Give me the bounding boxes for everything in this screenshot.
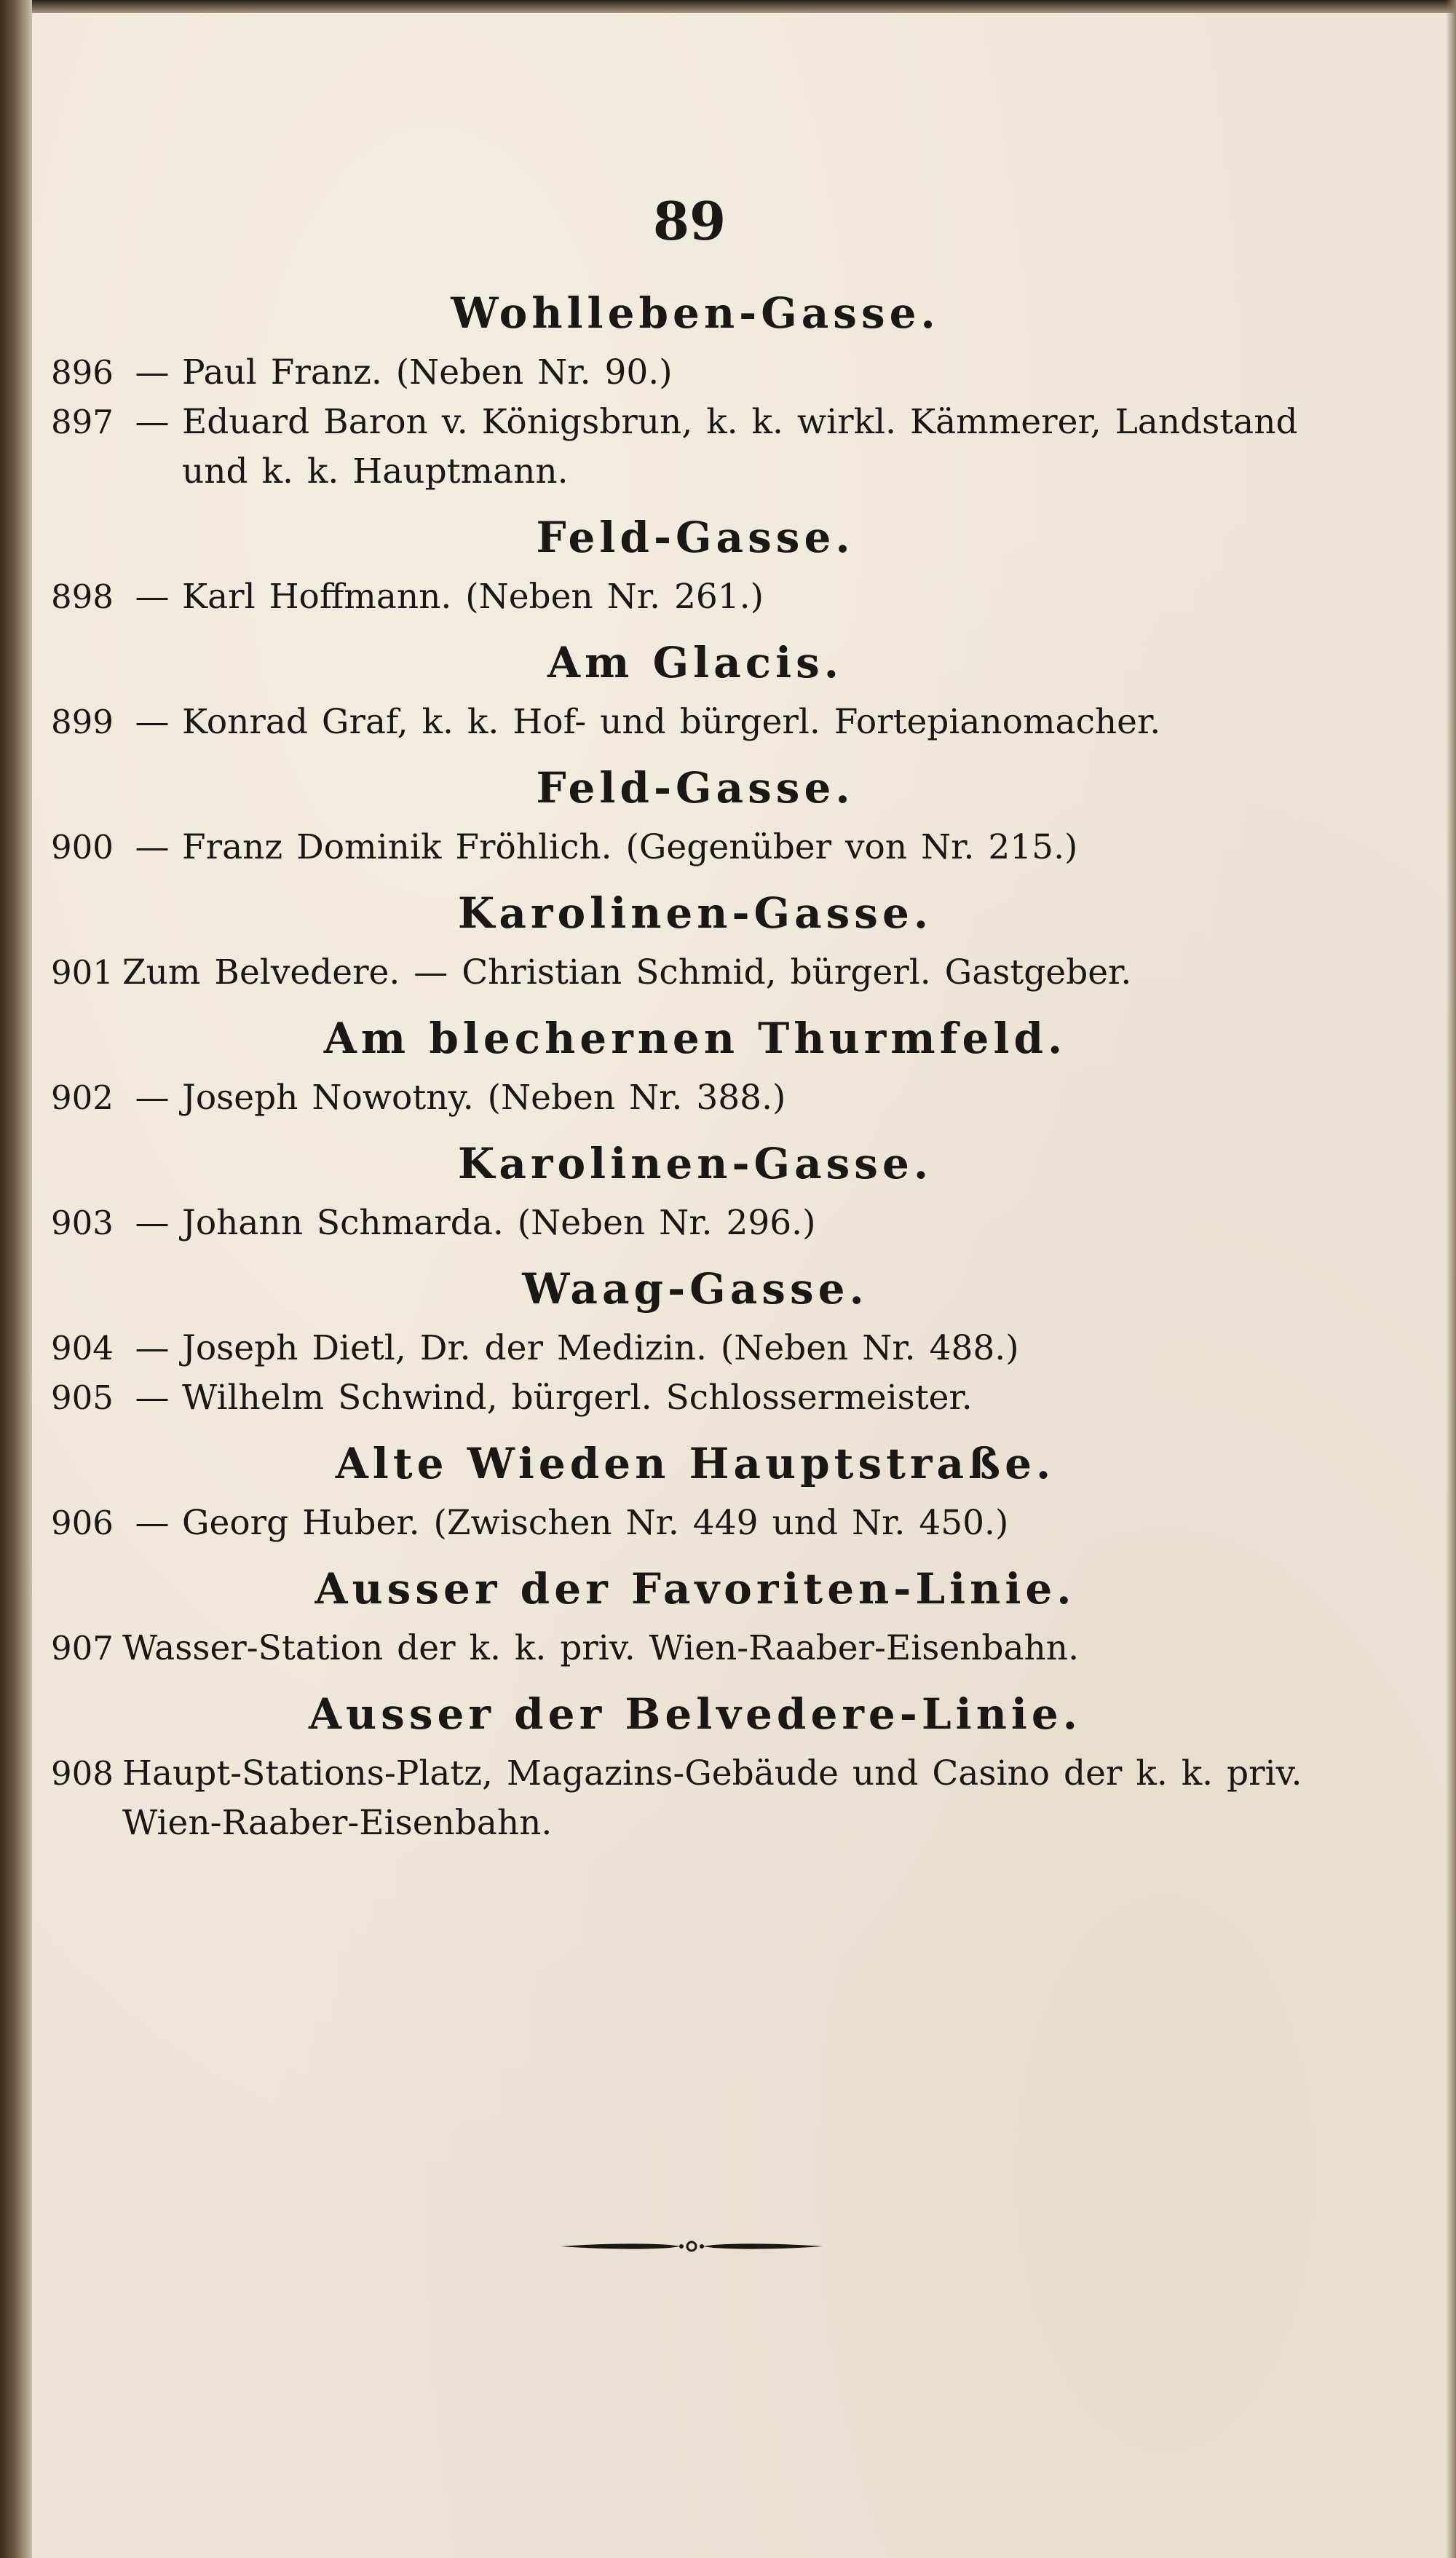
- entry-text: Wasser-Station der k. k. priv. Wien-Raaber-Eisenbahn.: [122, 1628, 1080, 1668]
- page-edge-right: [1446, 0, 1456, 2558]
- entry-dash: —: [135, 1378, 170, 1418]
- house-entry: [51, 823, 1340, 872]
- street-section: [51, 1679, 1340, 1848]
- entry-dash: —: [135, 827, 170, 867]
- house-number: 900: [51, 828, 114, 867]
- entry-dash: —: [135, 1503, 170, 1543]
- directory-listing: [51, 278, 1340, 1854]
- house-entry: [51, 398, 1340, 497]
- house-entry: [51, 1073, 1340, 1123]
- house-number: 903: [51, 1204, 114, 1242]
- end-ornament: [561, 2235, 823, 2257]
- street-heading: Am blechernen Thurmfeld.: [323, 1014, 1067, 1063]
- entry-dash: —: [135, 352, 170, 392]
- house-number: 908: [51, 1754, 114, 1793]
- street-heading: Alte Wieden Hauptstraße.: [335, 1439, 1056, 1488]
- house-number: 897: [51, 403, 114, 441]
- street-heading: Wohlleben-Gasse.: [451, 288, 940, 338]
- entry-text: Konrad Graf, k. k. Hof- und bürgerl. Fortepianomacher.: [182, 702, 1161, 742]
- house-entry: [51, 1324, 1340, 1373]
- house-number: 899: [51, 703, 114, 741]
- house-number: 907: [51, 1629, 114, 1667]
- street-heading: Waag-Gasse.: [522, 1264, 869, 1314]
- page-edge-top: [0, 0, 1456, 13]
- entry-text: Karl Hoffmann. (Neben Nr. 261.): [182, 577, 764, 617]
- street-heading: Ausser der Belvedere-Linie.: [309, 1689, 1082, 1739]
- entry-dash: —: [135, 577, 170, 617]
- street-section: [51, 1554, 1340, 1673]
- street-section: [51, 1429, 1340, 1548]
- house-number: 906: [51, 1504, 114, 1542]
- street-heading: Ausser der Favoriten-Linie.: [314, 1564, 1076, 1614]
- entry-text: Eduard Baron v. Königsbrun, k. k. wirkl. Kämmerer, Landstand und k. k. Hauptmann.: [182, 402, 1298, 492]
- book-binding-edge: [0, 0, 32, 2558]
- house-number: 898: [51, 577, 114, 616]
- house-number: 905: [51, 1378, 114, 1417]
- house-entry: [51, 1373, 1340, 1423]
- entry-text: Zum Belvedere. — Christian Schmid, bürgerl. Gastgeber.: [122, 952, 1132, 992]
- entry-text: Franz Dominik Fröhlich. (Gegenüber von Nr. 215.): [182, 827, 1078, 867]
- house-entry: [51, 348, 1340, 398]
- entry-text: Joseph Dietl, Dr. der Medizin. (Neben Nr. 488.): [182, 1328, 1019, 1368]
- entry-dash: —: [135, 1328, 170, 1368]
- street-section: [51, 278, 1340, 497]
- street-heading: Am Glacis.: [547, 638, 843, 687]
- house-number: 901: [51, 953, 114, 992]
- entry-dash: —: [135, 402, 170, 442]
- entry-text: Haupt-Stations-Platz, Magazins-Gebäude und Casino der k. k. priv. Wien-Raaber-Eisenbahn.: [122, 1753, 1302, 1843]
- entry-text: Joseph Nowotny. (Neben Nr. 388.): [182, 1078, 786, 1118]
- entry-dash: —: [135, 1078, 170, 1118]
- street-heading: Karolinen-Gasse.: [457, 888, 933, 938]
- street-heading: Feld-Gasse.: [536, 513, 855, 562]
- street-section: [51, 502, 1340, 622]
- entry-text: Georg Huber. (Zwischen Nr. 449 und Nr. 450.): [182, 1503, 1009, 1543]
- entry-dash: —: [135, 1203, 170, 1243]
- house-entry: [51, 698, 1340, 747]
- house-entry: [51, 948, 1340, 998]
- street-heading: Feld-Gasse.: [536, 763, 855, 813]
- house-number: 902: [51, 1078, 114, 1117]
- house-entry: [51, 572, 1340, 622]
- entry-text: Paul Franz. (Neben Nr. 90.): [182, 352, 673, 392]
- street-section: [51, 628, 1340, 747]
- entry-text: Johann Schmarda. (Neben Nr. 296.): [182, 1203, 816, 1243]
- house-entry: [51, 1624, 1340, 1673]
- house-number: 896: [51, 353, 114, 392]
- street-section: [51, 1254, 1340, 1423]
- street-section: [51, 1003, 1340, 1123]
- entry-dash: —: [135, 702, 170, 742]
- street-section: [51, 753, 1340, 872]
- street-heading: Karolinen-Gasse.: [457, 1139, 933, 1188]
- entry-text: Wilhelm Schwind, bürgerl. Schlossermeister.: [182, 1378, 973, 1418]
- street-section: [51, 878, 1340, 998]
- street-section: [51, 1129, 1340, 1248]
- house-entry: [51, 1199, 1340, 1248]
- page-number: 89: [652, 190, 727, 252]
- house-entry: [51, 1749, 1340, 1848]
- house-number: 904: [51, 1329, 114, 1367]
- house-entry: [51, 1499, 1340, 1548]
